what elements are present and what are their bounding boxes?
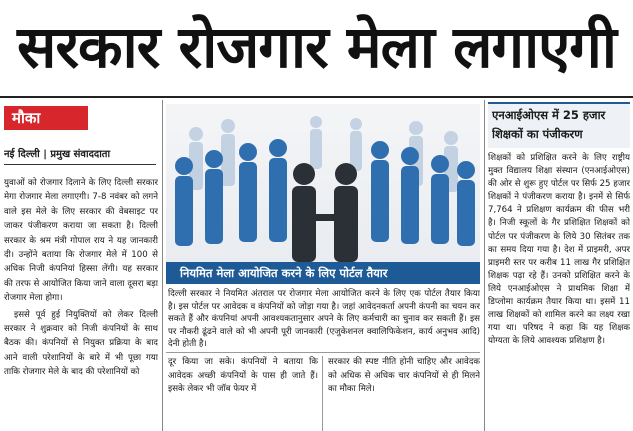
column-divider (162, 100, 163, 431)
left-article-body (4, 176, 158, 428)
dateline-divider (4, 164, 156, 165)
headline-rule (0, 96, 633, 98)
photo-caption: नियमित मेला आयोजित करने के लिए पोर्टल तैयार (166, 262, 480, 284)
article-paragraph: इससे पूर्व हुई नियुक्तियों को लेकर दिल्ली सरकार ने शुक्रवार को निजी कंपनियों के साथ बैठक की। कंपनियों से नियुक्त प्रक्रिया के बाद आने वाली परेशानियों के बारे में भी पूछा गया ताकि रोजगार मेले के बाद की परेशानियों को (4, 309, 158, 378)
dateline: नई दिल्ली | प्रमुख संवाददाता (4, 149, 111, 160)
sidebar-headline (488, 102, 630, 148)
column-divider (484, 100, 485, 431)
column-divider (322, 356, 323, 431)
middle-right-column-text: सरकार की स्पष्ट नीति होनी चाहिए और आवेदक को अधिक से अधिक चार कंपनियों से ही मिलने का मौका मिले। (328, 357, 480, 395)
section-tag: मौका (4, 106, 88, 130)
business-people-illustration (166, 104, 480, 262)
headline: सरकार रोजगार मेला लगाएगी (17, 13, 616, 81)
middle-divider (166, 352, 480, 353)
middle-article-body: दिल्ली सरकार ने नियमित अंतराल पर रोजगार मेला आयोजित करने के लिए एक पोर्टल तैयार किया है। इस पोर्टल पर आवेदक व कंपनियों को जोड़ा गया है। जहां आवेदनकर्ता अपनी कंपनी का चयन कर सकते हैं और कंपनियां अपनी आवश्यकतानुसार अपने के लिए कर्मचारी का चुनाव कर सकती हैं। इस पर नौकरी ढूंढने वाले को भी अपनी पूरी जानकारी (एजुकेशनल क्वालिफिकेशन, कार्य अनुभव आदि) देनी होती है। (168, 289, 480, 350)
left-column (0, 100, 160, 431)
middle-left-column-text: दूर किया जा सके। कंपनियों ने बताया कि आवेदक अच्छी कंपनियों के पास ही जाते हैं। इसके लेकर भी जॉब फेयर में (168, 357, 318, 395)
sidebar-article-body: शिक्षकों को प्रशिक्षित करने के लिए राष्ट्रीय मुक्त विद्यालय शिक्षा संस्थान (एनआईओएस) की ओर से शुरू हुए पोर्टल पर सिर्फ 25 हजार शिक्षकों ने पंजीकरण कराया है। इनमें से सिर्फ 7,764 ने प्रशिक्षण कार्यक्रम की फीस भरी है। निजी स्कूलों के गैर प्रशिक्षित शिक्षकों को पोर्टल पर पंजीकरण के लिये 30 सितंबर तक का समय दिया गया है। देश में प्राइमरी, अपर प्राइमरी स्तर पर करीब 11 लाख गैर प्रशिक्षित शिक्षक पढ़ा रहे हैं। उनको प्रशिक्षित करने के लिये एनआईओएस ने प्राथमिक शिक्षा में डिप्लोमा कार्यक्रम तैयार किया था। इसमें 11 लाख शिक्षकों को शामिल करने का लक्ष्य रखा गया था। परिषद ने कहा कि यह शिक्षक योग्यता के लिये आवश्यक प्रशिक्षण है। (488, 153, 630, 347)
sidebar-headline-line1: एनआईओएस में 25 हजार (492, 108, 606, 122)
article-paragraph: युवाओं को रोजगार दिलाने के लिए दिल्ली सरकार मेगा रोजगार मेला लगाएगी। 7-8 नवंबर को लगने वाले इस मेले के लिए सरकार की वेबसाइट पर जाकर पंजीकरण कराया जा सकता है। दिल्ली सरकार के श्रम मंत्री गोपाल राय ने यह जानकारी दी। उन्होंने बताया कि रोजगार मेले में 100 से अधिक निजी कंपनियां हिस्सा लेंगी। यह सरकार की तरफ से आयोजित किया जाने वाला दूसरा बड़ा रोजगार मेला होगा। (4, 178, 158, 304)
handshake-photo (166, 104, 480, 262)
sidebar-headline-line2: शिक्षकों का पंजीकरण (492, 127, 583, 141)
